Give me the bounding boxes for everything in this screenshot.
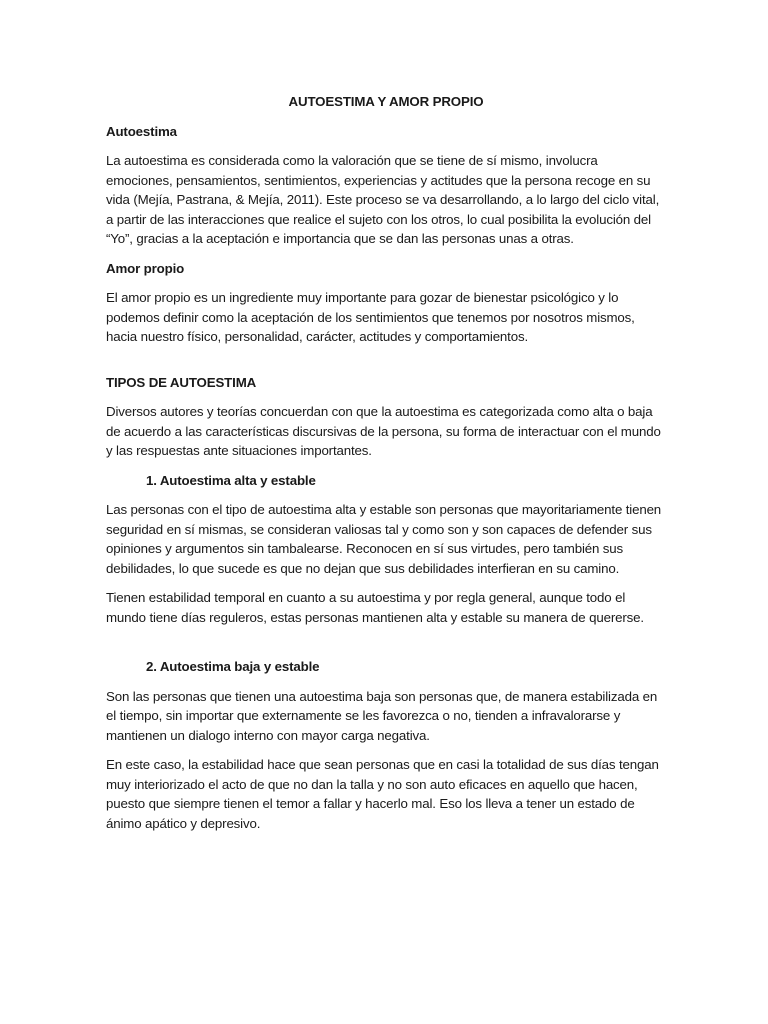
- section-heading-tipos: TIPOS DE AUTOESTIMA: [106, 374, 257, 390]
- section-heading-amor-propio: Amor propio: [106, 260, 185, 276]
- subsection-heading-alta-estable: 1. Autoestima alta y estable: [146, 472, 316, 488]
- paragraph-amor-propio: El amor propio es un ingrediente muy importante para gozar de bienestar psicológico y lo podemos definir como la aceptación de los sentimientos que tenemos por nosotros mismos, hacia nuestro físico, personalidad, carácter, actitudes y comportamientos.: [106, 290, 635, 344]
- paragraph-alta-estable-1: Las personas con el tipo de autoestima alta y estable son personas que mayoritariamente tienen seguridad en sí mismas, se consideran valiosas tal y como son y son capaces de defender sus opiniones y argumentos sin tambalearse. Reconocen en sí sus virtudes, pero también sus debilidades, lo que sucede es que no dejan que sus debilidades interfieran en su camino.: [106, 502, 662, 576]
- paragraph-baja-estable-2: En este caso, la estabilidad hace que sean personas que en casi la totalidad de sus días tengan muy interiorizado el acto de que no dan la talla y no son auto eficaces en aquello que hacen, puesto que siempre tienen el temor a fallar y hacerlo mal. Eso los lleva a tener un estado de ánimo apático y depresivo.: [106, 757, 659, 831]
- paragraph-alta-estable-2: Tienen estabilidad temporal en cuanto a su autoestima y por regla general, aunque todo el mundo tiene días reguleros, estas personas mantienen alta y estable su manera de quererse.: [106, 590, 644, 625]
- section-heading-autoestima: Autoestima: [106, 123, 177, 139]
- paragraph-tipos: Diversos autores y teorías concuerdan con que la autoestima es categorizada como alta o baja de acuerdo a las características discursivas de la persona, su forma de interactuar con el mundo y las respuestas ante situaciones importantes.: [106, 404, 661, 458]
- document-title: AUTOESTIMA Y AMOR PROPIO: [288, 94, 484, 109]
- paragraph-autoestima: La autoestima es considerada como la valoración que se tiene de sí mismo, involucra emociones, pensamientos, sentimientos, experiencias y actitudes que la persona recoge en su vida (Mejía, Pastrana, & Mejía, 2011). Este proceso se va desarrollando, a lo largo del ciclo vital, a partir de las interacciones que realice el sujeto con los otros, lo cual posibilita la evolución del “Yo”, gracias a la aceptación e importancia que se dan las personas unas a otras.: [106, 153, 660, 246]
- document-body: [106, 92, 666, 843]
- blank-line: [106, 357, 666, 373]
- paragraph-baja-estable-1: Son las personas que tienen una autoestima baja son personas que, de manera estabilizada en el tiempo, sin importar que externamente se les favorezca o no, tienden a infravalorarse y mantienen un dialogo interno con mayor carga negativa.: [106, 688, 658, 743]
- subsection-heading-baja-estable: 2. Autoestima baja y estable: [146, 659, 320, 674]
- blank-line: [106, 637, 666, 657]
